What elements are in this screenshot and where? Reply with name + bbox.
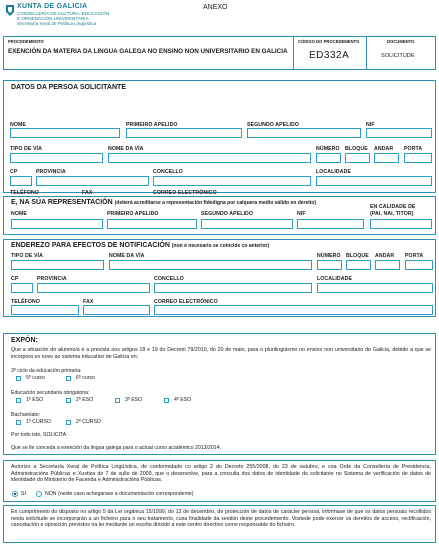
procedure-text: EXENCIÓN DA MATERIA DA LINGUA GALEGA NO ENSINO NON UNIVERSITARIO EN GALICIA [8, 48, 288, 55]
notification-section [3, 239, 436, 317]
representative-note: (deberá acreditarse a representación fidedigna por calquera medio válido en dereito) [114, 200, 317, 206]
org-name: XUNTA DE GALICIA [17, 3, 88, 10]
authorization-text: Autorizo a Secretaría Xeral de Política Lingüística, de conformidade co artigo 2 do Decreto 255/2008, do 23 de outubro, e coa Orde da Consellería de Presidencia, Administracións Públicas e Xustiza do 7 de xullo de 2009, que o desenvolve, para a consulta dos datos de identidade do solicitante no Sistema de verificación de datos de identidade do Ministerio de Facenda e Administracións Públicas. [11, 464, 431, 484]
privacy-section [3, 505, 436, 543]
rep-calidade-label: EN CALIDADE DE [370, 204, 416, 210]
eso-1-checkbox[interactable] [16, 398, 21, 403]
rep-calidade-input[interactable] [370, 219, 432, 229]
notif-numero-input[interactable] [317, 260, 342, 270]
procedure-label: PROCEDEMENTO [8, 39, 44, 44]
notif-andar-label: ANDAR [375, 253, 395, 259]
notif-telefono-label: TELÉFONO [11, 299, 41, 305]
applicant-porta-input[interactable] [404, 153, 432, 163]
representative-title [11, 199, 316, 206]
primaria-5-checkbox[interactable] [16, 376, 21, 381]
applicant-bloque-input[interactable] [345, 153, 370, 163]
rep-nif-label: NIF [297, 211, 306, 217]
notif-provincia-input[interactable] [37, 283, 150, 293]
nome-via-label: NOME DA VÍA [108, 146, 144, 152]
rep-primeiro-apelido-label: PRIMEIRO APELIDO [107, 211, 159, 217]
notif-bloque-input[interactable] [346, 260, 371, 270]
authorization-yes-label: SI [21, 491, 26, 497]
procedure-box [3, 36, 436, 70]
eso-1-label: 1º ESO [26, 397, 44, 403]
annex-title: ANEXO [203, 4, 228, 11]
org-dept-3: Secretaría Xeral de Política Lingüística [17, 21, 97, 26]
header [0, 0, 439, 36]
expon-text: Que a situación do alumno/a é a prevista nos artigos 18 e 19 do Decreto 79/2010, do 20 de maio, para o plurilingüismo no ensino non universitario de Galicia, debido a que se incorpora ex novo ao sistema educativo de Galicia en: [11, 347, 431, 360]
applicant-nome-input[interactable] [10, 128, 120, 138]
authorization-no-label: NON (neste caso achegarase a documentación correspondente) [45, 491, 194, 497]
rep-segundo-apelido-label: SEGUNDO APELIDO [201, 211, 254, 217]
porta-label: PORTA [404, 146, 423, 152]
notif-provincia-label: PROVINCIA [37, 276, 67, 282]
notif-porta-input[interactable] [405, 260, 433, 270]
applicant-fax-label: FAX [82, 190, 93, 196]
primaria-6-label: 6º curso [76, 375, 95, 381]
notif-cp-input[interactable] [11, 283, 33, 293]
applicant-nif-input[interactable] [366, 128, 432, 138]
applicant-cp-input[interactable] [10, 176, 32, 186]
notif-nome-via-input[interactable] [109, 260, 312, 270]
primaria-label: 3º ciclo da educación primaria: [11, 368, 82, 374]
bach-1-checkbox[interactable] [16, 420, 21, 425]
notif-cp-label: CP [11, 276, 19, 282]
eso-3-label: 3º ESO [125, 397, 143, 403]
notif-email-label: CORREO ELECTRÓNICO [154, 299, 218, 305]
authorization-yes-radio[interactable] [12, 491, 18, 497]
applicant-nome-via-input[interactable] [108, 153, 311, 163]
rep-calidade-sub: (PAI, NAI, TITOR) [370, 211, 414, 217]
notification-title-text: ENDEREZO PARA EFECTOS DE NOTIFICACIÓN [11, 242, 170, 249]
bach-2-label: 2º CURSO [76, 419, 101, 425]
nome-label: NOME [10, 122, 26, 128]
applicant-telefono-label: TELÉFONO [10, 190, 40, 196]
bach-label: Bacharelato: [11, 412, 41, 418]
tipo-via-label: TIPO DE VÍA [10, 146, 42, 152]
notif-porta-label: PORTA [405, 253, 424, 259]
notif-localidade-label: LOCALIDADE [317, 276, 353, 282]
andar-label: ANDAR [374, 146, 394, 152]
notif-fax-input[interactable] [83, 305, 150, 315]
bach-1-label: 1º CURSO [26, 419, 51, 425]
bloque-label: BLOQUE [345, 146, 368, 152]
xunta-logo-icon [6, 3, 14, 14]
solicita-label: Por todo isto, SOLICITA [11, 432, 67, 438]
eso-3-checkbox[interactable] [115, 398, 120, 403]
rep-primeiro-apelido-input[interactable] [107, 219, 197, 229]
segundo-apelido-label: SEGUNDO APELIDO [247, 122, 300, 128]
nif-label: NIF [366, 122, 375, 128]
localidade-label: LOCALIDADE [316, 169, 352, 175]
eso-4-label: 4º ESO [174, 397, 192, 403]
rep-segundo-apelido-input[interactable] [201, 219, 293, 229]
eso-2-checkbox[interactable] [66, 398, 71, 403]
notif-bloque-label: BLOQUE [346, 253, 369, 259]
code-label: CÓDIGO DO PROCEDEMENTO [298, 39, 360, 44]
applicant-numero-input[interactable] [316, 153, 341, 163]
provincia-label: PROVINCIA [36, 169, 66, 175]
primaria-6-checkbox[interactable] [66, 376, 71, 381]
applicant-localidade-input[interactable] [316, 176, 432, 186]
notif-telefono-input[interactable] [11, 305, 79, 315]
representative-title-text: E, NA SÚA REPRESENTACIÓN [11, 199, 113, 206]
doc-value: SOLICITUDE [381, 53, 415, 59]
notif-nome-via-label: NOME DA VÍA [109, 253, 145, 259]
solicita-text: Que se lle conceda a exención da lingua galega para o actual curso académico 2013/2014. [11, 445, 221, 451]
bach-2-checkbox[interactable] [66, 420, 71, 425]
applicant-email-label: CORREO ELECTRÓNICO [153, 190, 217, 196]
rep-nome-input[interactable] [11, 219, 103, 229]
org-dept-2: E ORDENACIÓN UNIVERSITARIA [17, 16, 89, 21]
applicant-concello-input[interactable] [153, 176, 311, 186]
applicant-andar-input[interactable] [374, 153, 399, 163]
notif-localidade-input[interactable] [317, 283, 433, 293]
applicant-title: DATOS DA PERSOA SOLICITANTE [11, 84, 126, 91]
notif-fax-label: FAX [83, 299, 94, 305]
applicant-primeiro-apelido-input[interactable] [126, 128, 242, 138]
notification-note: (non é necesario se coincide co anterior) [171, 243, 270, 249]
numero-label: NÚMERO [316, 146, 340, 152]
org-dept-1: CONSELLERÍA DE CULTURA, EDUCACIÓN [17, 11, 110, 16]
notif-concello-label: CONCELLO [154, 276, 184, 282]
expon-section [3, 333, 436, 455]
eso-4-checkbox[interactable] [164, 398, 169, 403]
cp-label: CP [10, 169, 18, 175]
eso-2-label: 2º ESO [76, 397, 94, 403]
notif-tipo-via-input[interactable] [11, 260, 104, 270]
notification-title [11, 242, 269, 249]
authorization-no-radio[interactable] [36, 491, 42, 497]
applicant-provincia-input[interactable] [36, 176, 149, 186]
doc-label: DOCUMENTO [387, 39, 415, 44]
notif-email-input[interactable] [154, 305, 433, 315]
expon-title: EXPÓN: [11, 337, 38, 344]
concello-label: CONCELLO [153, 169, 183, 175]
rep-nome-label: NOME [11, 211, 27, 217]
primeiro-apelido-label: PRIMEIRO APELIDO [126, 122, 178, 128]
primaria-5-label: 5º curso [26, 375, 45, 381]
representative-section [3, 196, 436, 235]
rep-nif-input[interactable] [297, 219, 364, 229]
privacy-text: En cumprimento do disposto no artigo 5 da Lei orgánica 15/1999, do 13 de decembro, de protección de datos de carácter persoal, infórmase de que os datos persoais recollidos nesta solicitude se incorporarán a un ficheiro para o seu tratamento, cuxa finalidade da xestión deste procedemento. Vostede pode exercer os dereitos de acceso, rectificación, cancelación e oposición previstos na lei mediante un escrito dirixido a este centro directivo como responsable do ficheiro. [11, 509, 431, 529]
notif-numero-label: NÚMERO [317, 253, 341, 259]
applicant-segundo-apelido-input[interactable] [247, 128, 361, 138]
notif-andar-input[interactable] [375, 260, 400, 270]
authorization-section [3, 460, 436, 502]
notif-tipo-via-label: TIPO DE VÍA [11, 253, 43, 259]
eso-label: Educación secundaria obrigatoria: [11, 390, 90, 396]
notif-concello-input[interactable] [154, 283, 312, 293]
applicant-tipo-via-input[interactable] [10, 153, 103, 163]
code-value: ED332A [309, 50, 350, 61]
